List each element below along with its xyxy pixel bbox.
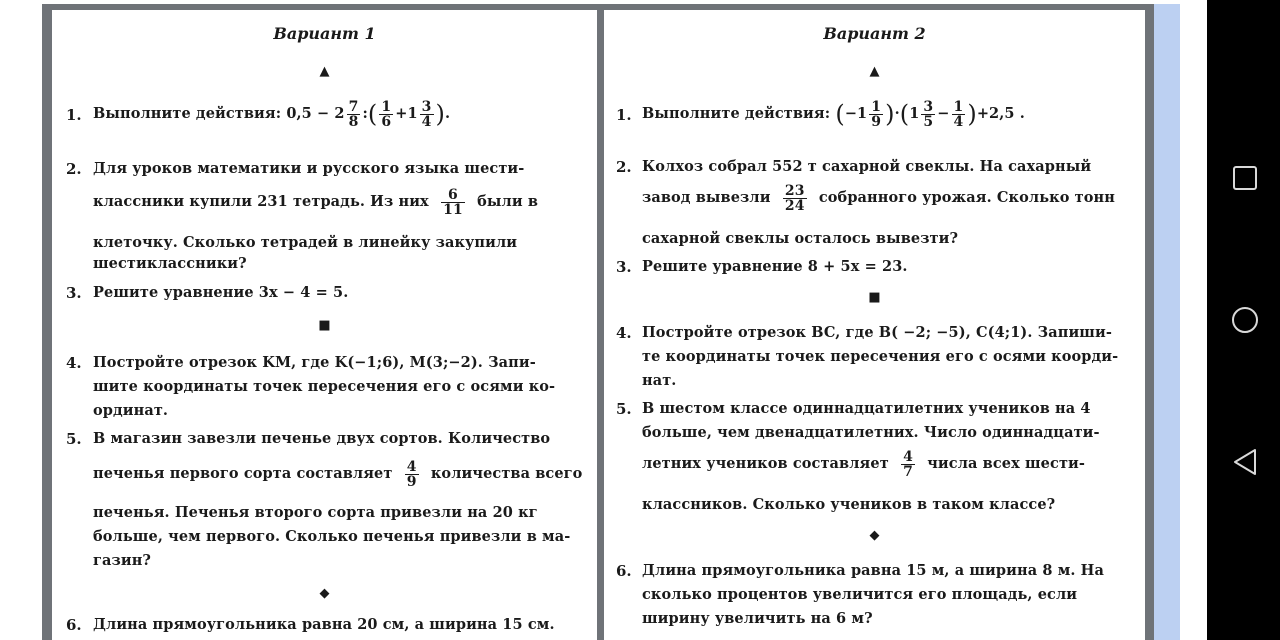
triangle-back-icon [1232,448,1258,476]
q2-line2: классники купили 231 тетрадь. Из них $\frac{6}{11}$ были в [93,186,539,218]
q1-text: Выполните действия: (−1 $\frac{1}{9}$ )·(1 $\frac{3}{5}$ − $\frac{1}{4}$ )+2,5 . [642,98,1025,130]
square-mark-icon: ■ [318,318,331,333]
q5-line4: классников. Сколько учеников в таком классе? [642,496,1056,513]
q4-line3: нат. [642,372,677,389]
q3-text: Решите уравнение 8 + 5x = 23. [642,258,908,275]
q5-line1: В шестом классе одиннадцатилетних учеников на 4 [642,400,1091,417]
q6-number: 6. [616,562,632,580]
q2-number: 2. [66,160,82,178]
triangle-mark-icon: ▲ [319,64,330,79]
q4-number: 4. [66,354,82,372]
q4-number: 4. [616,324,632,342]
q4-line1: Постройте отрезок BC, где B( −2; −5), C(4;1). Запиши- [642,324,1112,341]
recent-apps-button[interactable] [1225,158,1265,198]
circle-icon [1231,306,1259,334]
q5-line3: летних учеников составляет $\frac{4}{7}$ числа всех шести- [642,448,1085,480]
variant-2-column [604,10,1145,640]
variant-1-title: Вариант 1 [273,24,376,43]
triangle-mark-icon: ▲ [869,64,880,79]
q3-number: 3. [616,258,632,276]
q4-line2: шите координаты точек пересечения его с осями ко- [93,378,556,395]
q3-text: Решите уравнение 3x − 4 = 5. [93,284,349,301]
q6-line2: сколько процентов увеличится его площадь, если [642,586,1078,603]
q1-text: Выполните действия: 0,5 − 2 $\frac{7}{8}$ :( $\frac{1}{6}$ +1 $\frac{3}{4}$ ). [93,98,451,130]
q6-line1: Длина прямоугольника равна 15 м, а ширина 8 м. На [642,562,1104,579]
diamond-mark-icon: ◆ [869,528,880,543]
q2-line1: Для уроков математики и русского языка шести- [93,160,525,177]
q2-line3: клеточку. Сколько тетрадей в линейку закупили [93,234,518,251]
q4-line1: Постройте отрезок KM, где K(−1;6), M(3;−2). Запи- [93,354,536,371]
edge-strip [1154,4,1180,640]
q6-number: 6. [66,616,82,634]
square-mark-icon: ■ [868,290,881,305]
square-icon [1232,165,1258,191]
q5-line4: больше, чем первого. Сколько печенья привезли в ма- [93,528,571,545]
q2-line2: завод вывезли $\frac{23}{24}$ собранного урожая. Сколько тонн [642,182,1115,214]
q5-line3: печенья. Печенья второго сорта привезли на 20 кг [93,504,538,521]
q5-line1: В магазин завезли печенье двух сортов. Количество [93,430,551,447]
q3-number: 3. [66,284,82,302]
home-button[interactable] [1225,300,1265,340]
back-button[interactable] [1225,442,1265,482]
q5-number: 5. [616,400,632,418]
variant-2-title: Вариант 2 [823,24,926,43]
variant-1-column [52,10,597,640]
q2-number: 2. [616,158,632,176]
q4-line2: те координаты точек пересечения его с осями коорди- [642,348,1119,365]
q2-line4: шестиклассники? [93,255,247,272]
q5-line2: печенья первого сорта составляет $\frac{4}{9}$ количества всего [93,458,583,490]
q6-line1: Длина прямоугольника равна 20 см, а ширина 15 см. [93,616,555,633]
q5-line2: больше, чем двенадцатилетних. Число одиннадцати- [642,424,1100,441]
q1-number: 1. [66,106,82,124]
q5-line5: газин? [93,552,151,569]
navigation-bar [1207,0,1280,640]
q4-line3: ординат. [93,402,169,419]
q2-line3: сахарной свеклы осталось вывезти? [642,230,959,247]
diamond-mark-icon: ◆ [319,586,330,601]
q2-line1: Колхоз собрал 552 т сахарной свеклы. На сахарный [642,158,1092,175]
q5-number: 5. [66,430,82,448]
q1-number: 1. [616,106,632,124]
q6-line3: ширину увеличить на 6 м? [642,610,873,627]
